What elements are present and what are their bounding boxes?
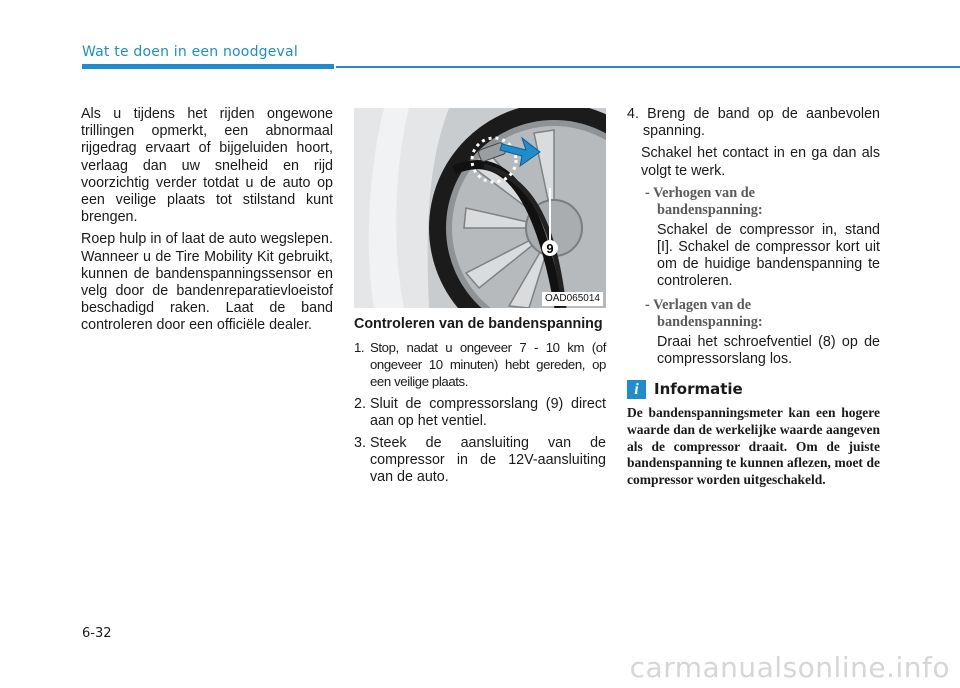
info-title: Informatie — [654, 379, 743, 398]
column-right — [627, 106, 880, 489]
subheading-decrease-pressure: - Verlagen van de bandenspanning: — [645, 296, 763, 330]
info-header — [627, 380, 880, 399]
header-rule-thin — [336, 66, 960, 68]
column-middle — [354, 106, 606, 492]
watermark: carmanualsonline.info — [629, 651, 950, 684]
subheading-increase-pressure: - Verhogen van de bandenspanning: — [645, 184, 763, 218]
paragraph-call-help: Roep hulp in of laat de auto wegslepen. Wanneer u de Tire Mobility Kit gebruikt, kunnen de bandenspanningssensor en velg door de bandenreparatievloeistof beschadigd raken. Laat de band controleren door een officiële dealer. — [81, 231, 333, 334]
step-4-text: 4. Breng de band op de aanbevolen spanning. — [627, 106, 880, 140]
info-text: De bandenspanningsmeter kan een hogere waarde dan de werkelijke waarde aangeven als de compressor draait. Om de juiste bandenspanning te kunnen aflezen, moet de compressor worden uitgeschakeld. — [627, 405, 880, 488]
list-item: 1. Stop, nadat u ongeveer 7 - 10 km (of ongeveer 10 minuten) hebt gereden, op een veilige plaats. — [354, 340, 606, 390]
page-number: 6-32 — [82, 626, 112, 641]
list-item: 2. Sluit de compressorslang (9) direct aan op het ventiel. — [354, 395, 606, 429]
tire-valve-illustration — [354, 108, 606, 308]
steps-list — [354, 339, 606, 487]
header-rule-thick — [82, 64, 334, 69]
column-left — [81, 106, 333, 340]
increase-pressure-text: Schakel de compressor in, stand [I]. Schakel de compressor kort uit om de huidige bandenspanning te controleren. — [657, 221, 880, 290]
paragraph-vibrations: Als u tijdens het rijden ongewone trillingen opmerkt, een abnormaal rijgedrag ervaart of bijgeluiden hoort, verlaag dan uw snelheid en rijd voorzichtig verder totdat u de auto op een veilige plaats tot stilstand kunt brengen. — [81, 106, 333, 226]
callout-9-label: 9 — [546, 241, 554, 256]
list-item: 3. Steek de aansluiting van de compressor in de 12V-aansluiting van de auto. — [354, 435, 606, 486]
figure-code-label: OAD065014 — [542, 292, 603, 306]
paragraph-intro: Schakel het contact in en ga dan als volgt te werk. — [641, 145, 880, 179]
wheel-illustration-svg — [354, 108, 606, 308]
info-icon: i — [627, 380, 646, 399]
section-title-check-pressure: Controleren van de bandenspanning — [354, 316, 603, 332]
section-header-title: Wat te doen in een noodgeval — [82, 44, 298, 60]
decrease-pressure-text: Draai het schroefventiel (8) op de compressorslang los. — [657, 333, 880, 367]
